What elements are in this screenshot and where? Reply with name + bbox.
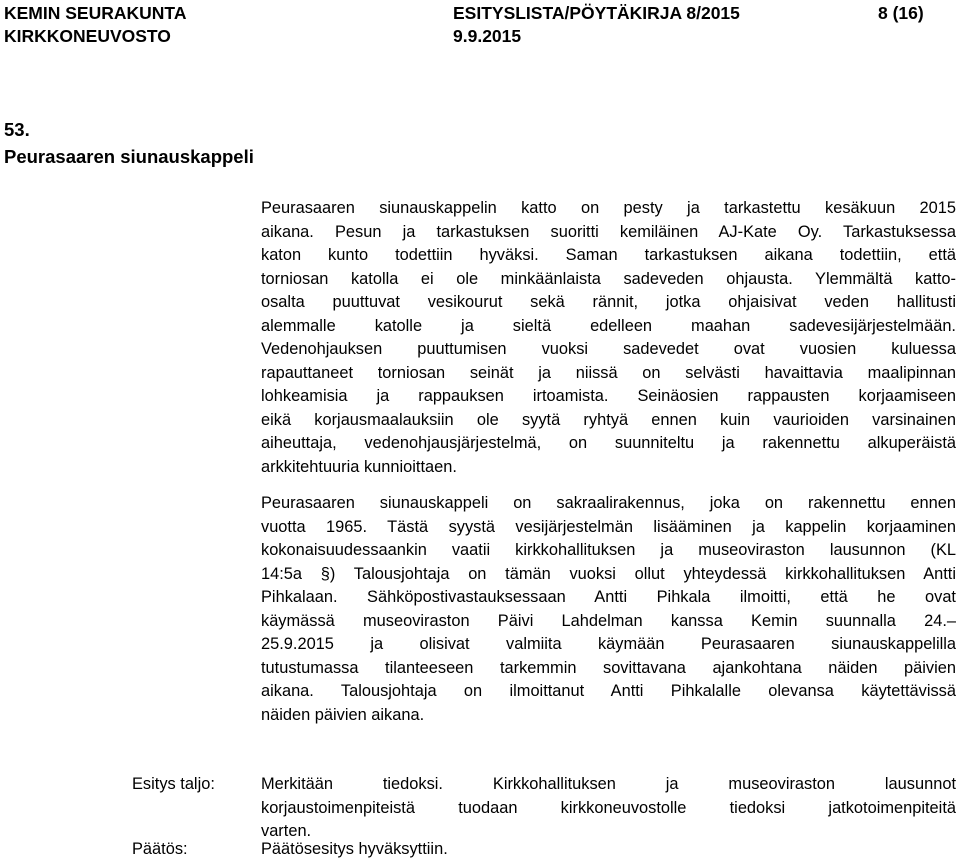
decision-line: Päätösesitys hyväksyttiin. bbox=[261, 840, 448, 858]
header-doc-line1: ESITYSLISTA/PÖYTÄKIRJA 8/2015 bbox=[453, 3, 740, 23]
header-document bbox=[453, 2, 740, 48]
paragraph-line: eikä korjausmaalauksiin ole syytä ryhtyä ennen kuin vaurioiden varsinainen bbox=[261, 410, 956, 429]
proposal-line: Merkitään tiedoksi. Kirkkohallituksen ja museoviraston lausunnot bbox=[261, 775, 956, 793]
paragraph-line: aikana. Talousjohtaja on ilmoittanut Antti Pihkalalle olevansa käytettävissä bbox=[261, 682, 956, 700]
decision-label: Päätös: bbox=[132, 840, 188, 858]
section-number: 53. bbox=[4, 119, 30, 140]
body-paragraph-2 bbox=[261, 492, 956, 727]
paragraph-line: 25.9.2015 ja olisivat valmiita käymään Peurasaaren siunauskappelilla bbox=[261, 635, 956, 653]
paragraph-line: torniosan katolla ei ole minkäänlaista sadeveden ohjausta. Ylemmältä katto- bbox=[261, 269, 956, 288]
paragraph-line: aikana. Pesun ja tarkastuksen suoritti kemiläinen AJ-Kate Oy. Tarkastuksessa bbox=[261, 222, 956, 241]
paragraph-line: katon kunto todettiin hyväksi. Saman tarkastuksen aikana todettiin, että bbox=[261, 246, 956, 264]
paragraph-line: lohkeamisia ja rappauksen irtoamista. Seinäosien rappausten korjaamiseen bbox=[261, 387, 956, 405]
header-page-number: 8 (16) bbox=[878, 3, 924, 23]
paragraph-line: Peurasaaren siunauskappelin katto on pesty ja tarkastettu kesäkuun 2015 bbox=[261, 199, 956, 217]
paragraph-line: Peurasaaren siunauskappeli on sakraalirakennus, joka on rakennettu ennen bbox=[261, 494, 956, 512]
header-organization bbox=[4, 2, 186, 48]
proposal-text bbox=[261, 773, 956, 844]
paragraph-line: alemmalle katolle ja sieltä edelleen maahan sadevesijärjestelmään. bbox=[261, 316, 956, 335]
paragraph-line: Vedenohjauksen puuttumisen vuoksi sadevedet ovat vuosien kuluessa bbox=[261, 340, 956, 358]
paragraph-line: vuotta 1965. Tästä syystä vesijärjestelmän lisääminen ja kappelin korjaaminen bbox=[261, 517, 956, 536]
paragraph-line: Pihkalaan. Sähköpostivastauksessaan Antti Pihkala ilmoitti, että he ovat bbox=[261, 588, 956, 606]
section-title: Peurasaaren siunauskappeli bbox=[4, 146, 254, 167]
paragraph-line: tutustumassa tilanteeseen tarkemmin sovittavana ajankohtana näiden päivien bbox=[261, 658, 956, 677]
proposal-line: korjaustoimenpiteistä tuodaan kirkkoneuvostolle tiedoksi jatkotoimenpiteitä bbox=[261, 798, 956, 817]
paragraph-line: 14:5a §) Talousjohtaja on tämän vuoksi ollut yhteydessä kirkkohallituksen Antti bbox=[261, 564, 956, 583]
header-org-line1: KEMIN SEURAKUNTA bbox=[4, 3, 187, 23]
header-org-line2: KIRKKONEUVOSTO bbox=[4, 26, 171, 46]
decision-text bbox=[261, 838, 956, 862]
paragraph-line: näiden päivien aikana. bbox=[261, 705, 425, 724]
paragraph-line: arkkitehtuuria kunnioittaen. bbox=[261, 457, 457, 476]
paragraph-line: kokonaisuudessaankin vaatii kirkkohallituksen ja museoviraston lausunnon (KL bbox=[261, 541, 956, 559]
body-paragraph-1 bbox=[261, 197, 956, 479]
paragraph-line: osalta puuttuvat vesikourut sekä rännit, jotka ohjaisivat veden hallitusti bbox=[261, 293, 956, 311]
header-doc-date: 9.9.2015 bbox=[453, 26, 522, 46]
proposal-label: Esitys taljo: bbox=[132, 775, 215, 793]
paragraph-line: rapauttaneet torniosan seinät ja niissä on selvästi havaittavia maalipinnan bbox=[261, 363, 956, 382]
proposal-line: varten. bbox=[261, 822, 312, 840]
paragraph-line: käymässä museoviraston Päivi Lahdelman kanssa Kemin suunnalla 24.– bbox=[261, 611, 956, 630]
paragraph-line: aiheuttaja, vedenohjausjärjestelmä, on suunniteltu ja rakennettu alkuperäistä bbox=[261, 434, 956, 452]
